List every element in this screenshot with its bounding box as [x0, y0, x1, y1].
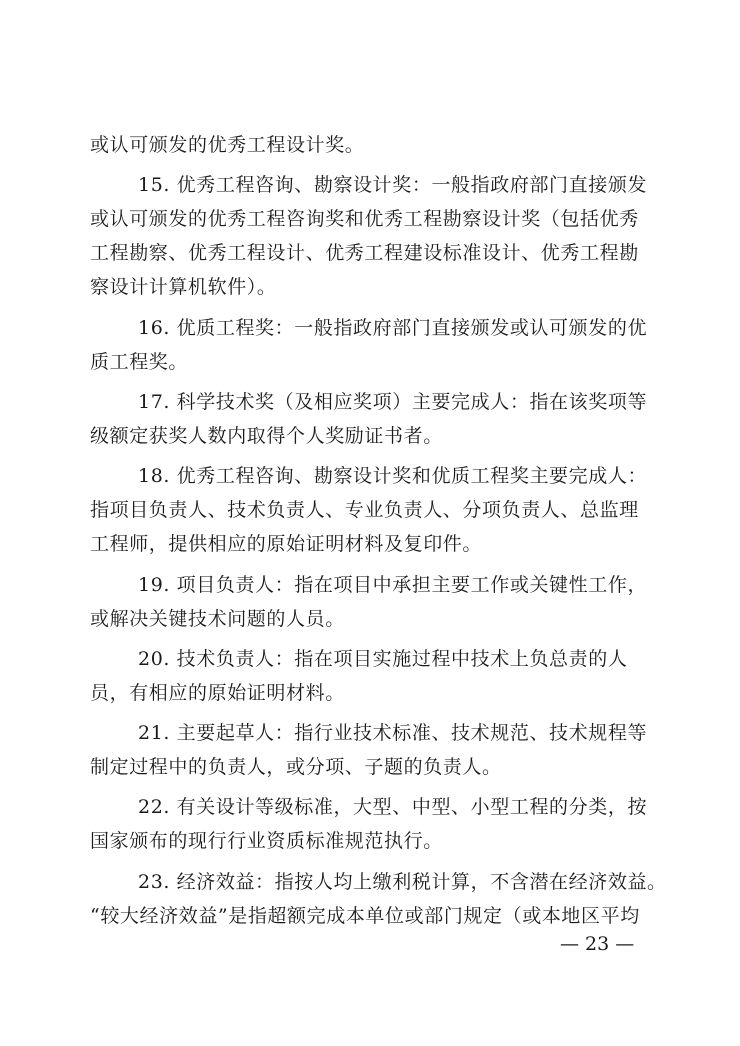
text-line: 工程师，提供相应的原始证明材料及复印件。	[90, 533, 483, 555]
item-20-line: 20. 技术负责人：指在项目实施过程中技术上负总责的人	[138, 648, 628, 670]
text-line: 级额定获奖人数内取得个人奖励证书者。	[90, 425, 443, 447]
text-line: “较大经济效益”是指超额完成本单位或部门规定（或本地区平均	[90, 905, 640, 927]
item-16-line: 16. 优质工程奖：一般指政府部门直接颁发或认可颁发的优	[138, 317, 648, 339]
page-number: — 23 —	[560, 933, 635, 955]
item-23-line: 23. 经济效益：指按人均上缴利税计算，不含潜在经济效益。	[138, 871, 667, 893]
text-line: 工程勘察、优秀工程设计、优秀工程建设标准设计、优秀工程勘	[90, 242, 639, 264]
text-line: 或认可颁发的优秀工程咨询奖和优秀工程勘察设计奖（包括优秀	[90, 208, 639, 230]
text-line: 制定过程中的负责人，或分项、子题的负责人。	[90, 756, 502, 778]
text-line: 员，有相应的原始证明材料。	[90, 682, 345, 704]
text-line: 或解决关键技术问题的人员。	[90, 608, 345, 630]
item-17-line: 17. 科学技术奖（及相应奖项）主要完成人：指在该奖项等	[138, 391, 648, 413]
item-22-line: 22. 有关设计等级标准，大型、中型、小型工程的分类，按	[138, 796, 648, 818]
text-line: 指项目负责人、技术负责人、专业负责人、分项负责人、总监理	[90, 499, 639, 521]
item-18-line: 18. 优秀工程咨询、勘察设计奖和优质工程奖主要完成人：	[138, 465, 648, 487]
item-15-line: 15. 优秀工程咨询、勘察设计奖：一般指政府部门直接颁发	[138, 174, 648, 196]
text-line: 察设计计算机软件）。	[90, 276, 277, 298]
text-line: 或认可颁发的优秀工程设计奖。	[90, 134, 365, 156]
item-19-line: 19. 项目负责人：指在项目中承担主要工作或关键性工作，	[138, 574, 648, 596]
item-21-line: 21. 主要起草人：指行业技术标准、技术规范、技术规程等	[138, 722, 648, 744]
text-line: 国家颁布的现行行业资质标准规范执行。	[90, 830, 443, 852]
text-line: 质工程奖。	[90, 351, 189, 373]
